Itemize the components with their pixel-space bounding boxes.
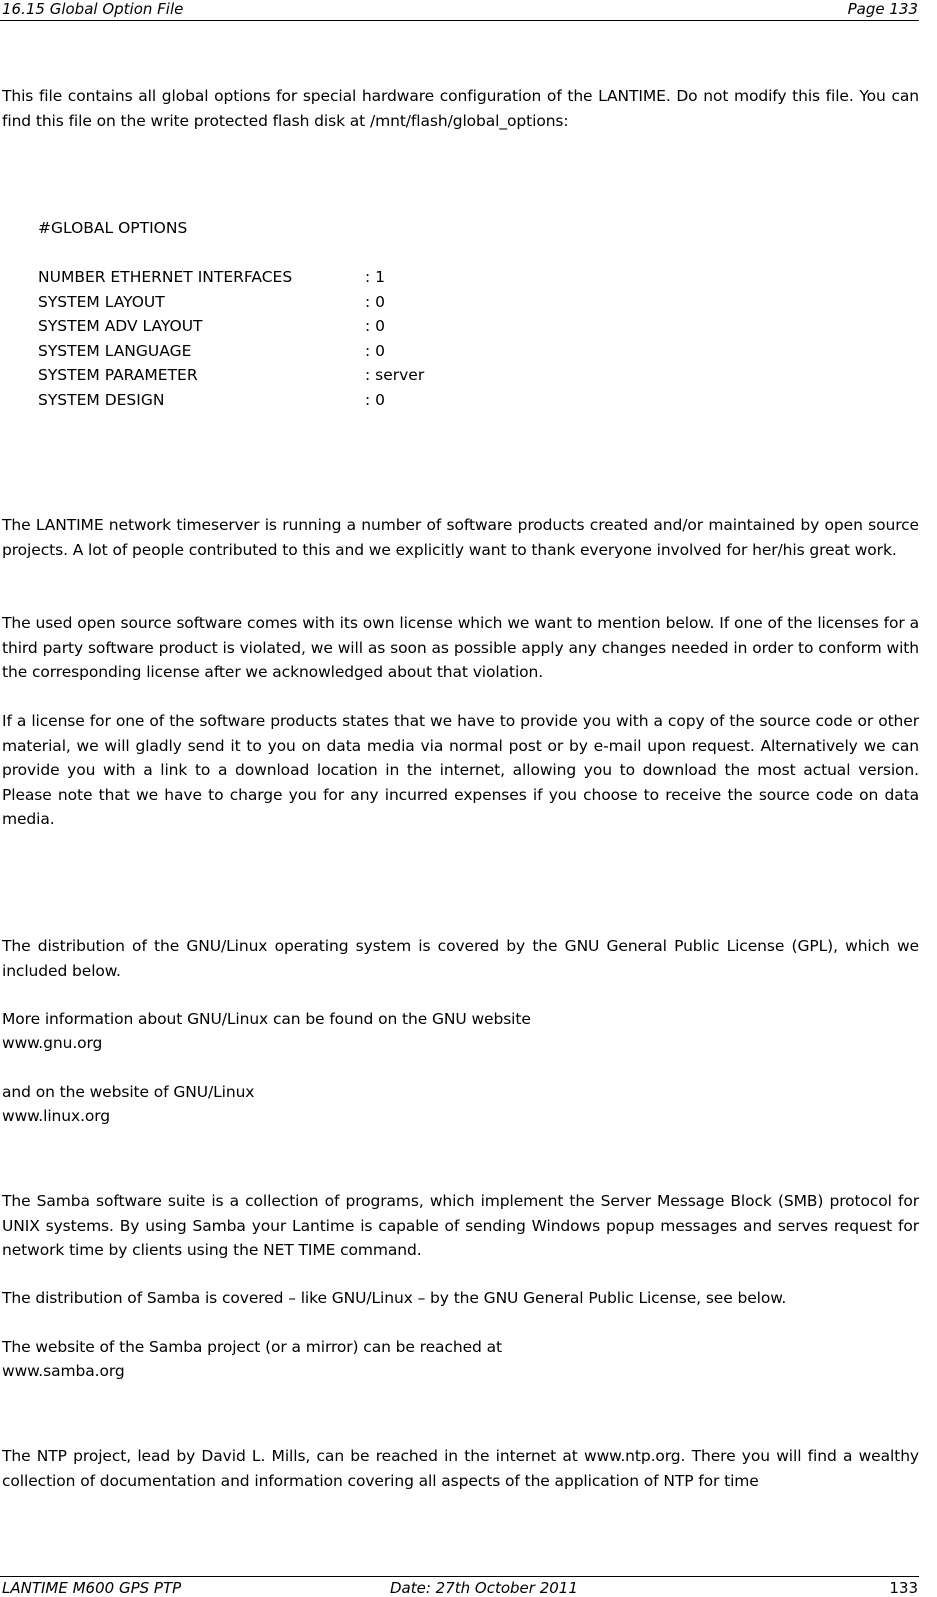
option-value: : 0 [365,341,386,360]
option-key: SYSTEM LAYOUT [38,292,165,311]
gnu-paragraph-1: The distribution of the GNU/Linux operating system is covered by the GNU General Public License (GPL), which we included below. [2,937,919,980]
ntp-paragraph-1: The NTP project, lead by David L. Mills, can be reached in the internet at www.ntp.org. There you will find a wealthy collection of documentation and information covering all aspects of the application of NTP for time [2,1447,919,1490]
header-section-title: 16.15 Global Option File [2,0,184,18]
global-options-listing [38,216,538,412]
footer-date: Date: 27th October 2011 [390,1579,578,1597]
footer-page-number: 133 [889,1579,918,1597]
oss-paragraph-2: The used open source software comes with its own license which we want to mention below. If one of the licenses for a third party software product is violated, we will as soon as possible apply any changes needed in order to conform with the corresponding license after we acknowledged about that violation. [2,614,919,681]
option-row [38,314,538,339]
footer-product: LANTIME M600 GPS PTP [2,1579,182,1597]
samba-paragraph-3: The website of the Samba project (or a mirror) can be reached at [2,1338,502,1356]
intro-paragraph: This file contains all global options for special hardware configuration of the LANTIME. Do not modify this file. You can find this file on the write protected flash disk at /mnt/flash/global_options: [2,87,919,130]
samba-paragraph-1: The Samba software suite is a collection of programs, which implement the Server Message Block (SMB) protocol for UNIX systems. By using Samba your Lantime is capable of sending Windows popup messages and serves request for network time by clients using the NET TIME command. [2,1192,919,1259]
gnu-link: www.gnu.org [2,1034,103,1052]
option-row [38,290,538,315]
option-row [38,388,538,413]
oss-paragraph-3: If a license for one of the software products states that we have to provide you with a copy of the source code or other material, we will gladly send it to you on data media via normal post or by e-mail upon request. Alternatively we can provide you with a link to a download location in the internet, allowing you to download the most actual version. Please note that we have to charge you for any incurred expenses if you choose to receive the source code on data media. [2,712,919,828]
option-value: : 0 [365,390,386,409]
option-value: : server [365,366,425,384]
option-key: SYSTEM LANGUAGE [38,341,192,360]
running-header [0,0,919,21]
samba-paragraph-2: The distribution of Samba is covered – like GNU/Linux – by the GNU General Public License, see below. [2,1289,787,1307]
option-key: SYSTEM ADV LAYOUT [38,317,203,335]
listing-title: #GLOBAL OPTIONS [38,219,188,237]
samba-link: www.samba.org [2,1362,125,1380]
header-page-number: Page 133 [847,0,918,18]
option-key: NUMBER ETHERNET INTERFACES [38,268,293,286]
option-row [38,363,538,388]
option-value: : 0 [365,292,386,311]
running-footer [0,1576,919,1597]
option-key: SYSTEM DESIGN [38,390,165,409]
option-value: : 1 [365,268,386,286]
option-row [38,339,538,364]
gnu-paragraph-3: and on the website of GNU/Linux [2,1083,255,1101]
oss-paragraph-1: The LANTIME network timeserver is running a number of software products created and/or maintained by open source projects. A lot of people contributed to this and we explicitly want to thank everyone involved for her/his great work. [2,516,919,559]
gnu-paragraph-2: More information about GNU/Linux can be found on the GNU website [2,1010,531,1028]
linux-link: www.linux.org [2,1107,111,1125]
option-key: SYSTEM PARAMETER [38,366,198,384]
option-row [38,265,538,290]
option-value: : 0 [365,317,386,335]
